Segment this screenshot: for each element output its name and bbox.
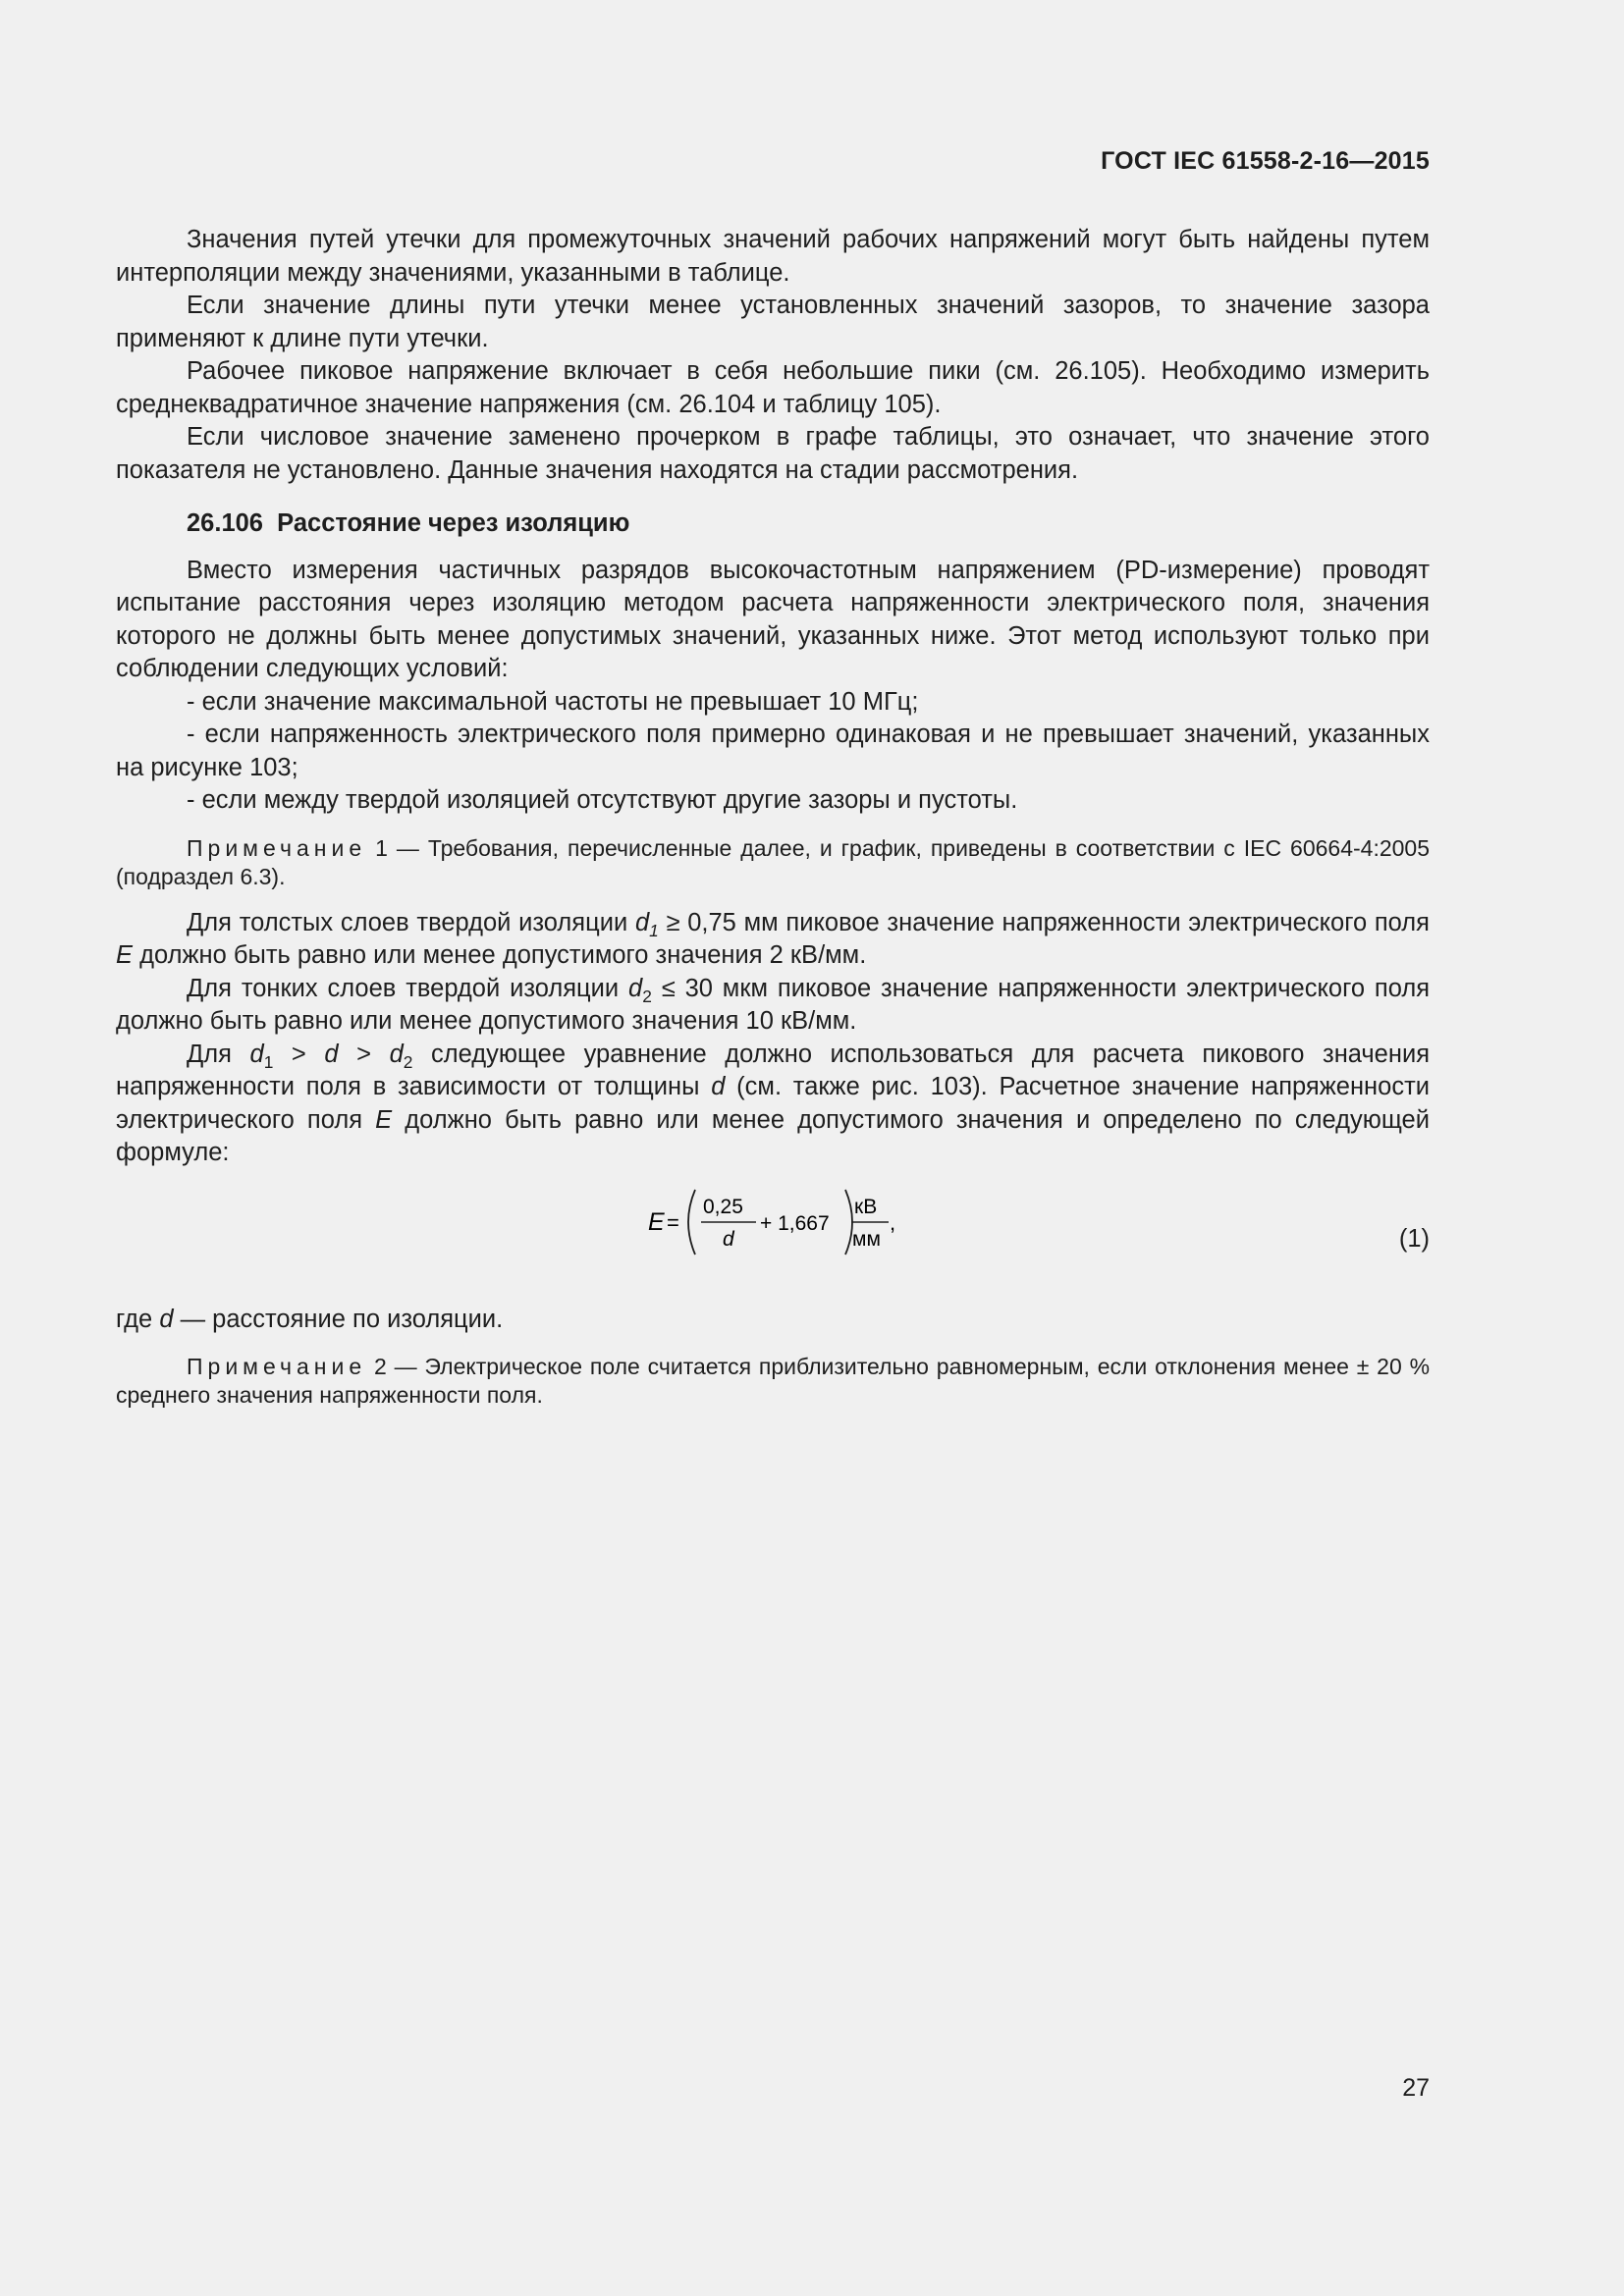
note-text: — Требования, перечисленные далее, и график, приведены в соответствии с IEC 60664-4:2005 (подраздел 6.3). (116, 834, 1431, 889)
note-1 (116, 834, 1430, 891)
list-item-condition-frequency: - если значение максимальной частоты не превышает 10 МГц; (187, 687, 919, 716)
text-run: должно быть равно или менее допустимого значения 2 кВ/мм. (133, 941, 867, 969)
paragraph-interpolation: Значения путей утечки для промежуточных значений рабочих напряжений могут быть найдены путем интерполяции между значениями, указанными в таблице. (116, 226, 1430, 287)
variable-d: d (249, 1040, 264, 1068)
paragraph-section-intro: Вместо измерения частичных разрядов высокочастотным напряжением (PD-измерение) проводят испытание расстояния через изоляцию методом расчета напряженности электрического поля, значения которого не должны быть менее допустимых значений, указанных ниже. Этот метод используют только при соблюдении следующих условий: (116, 556, 1430, 682)
variable-d: d (324, 1040, 339, 1068)
document-header: ГОСТ IEC 61558-2-16—2015 (1101, 147, 1430, 175)
subscript: 1 (649, 920, 659, 940)
text-run: > (338, 1040, 390, 1068)
formula-numerator: 0,25 (703, 1195, 743, 1218)
note-label: Примечание (187, 1354, 367, 1379)
variable-d: d (628, 974, 643, 1002)
variable-d: d (159, 1305, 174, 1333)
variable-d: d (711, 1073, 726, 1100)
subscript: 2 (403, 1051, 413, 1072)
variable-d: d (634, 908, 650, 936)
variable-e: E (375, 1105, 393, 1134)
text-run: Для толстых слоев твердой изоляции (187, 908, 635, 936)
formula-block (116, 1186, 1430, 1290)
section-number: 26.106 (187, 509, 263, 537)
text-run: — расстояние по изоляции. (173, 1305, 504, 1333)
note-label: Примечание (187, 834, 367, 861)
list-item-condition-field: - если напряженность электрического поля примерно одинаковая и не превышает значений, указанных на рисунке 103; (116, 721, 1430, 781)
note-2 (116, 1353, 1430, 1410)
formula-equals: = (667, 1209, 679, 1235)
left-paren-icon (688, 1190, 695, 1255)
subscript: 1 (263, 1051, 274, 1072)
subscript: 2 (642, 986, 652, 1006)
note-text: — Электрическое поле считается приблизительно равномерным, если отклонения менее ± 20 % среднего значения напряженности поля. (116, 1354, 1431, 1408)
section-title: Расстояние через изоляцию (277, 509, 630, 537)
text-run: ≤ 30 мкм пиковое значение напряженности электрического поля должно быть равно или менее допустимого значения 10 кВ/мм. (116, 974, 1431, 1035)
text-run: > (273, 1040, 325, 1068)
variable-e: E (116, 941, 134, 969)
text-run: где (116, 1305, 160, 1333)
formula-comma: , (890, 1209, 896, 1235)
page-number: 27 (1402, 2074, 1430, 2102)
paragraph-dash-meaning: Если числовое значение заменено прочерком в графе таблицы, это означает, что значение этого показателя не установлено. Данные значения находятся на стадии рассмотрения. (116, 423, 1430, 484)
section-heading (116, 507, 1430, 541)
list-item-condition-voids: - если между твердой изоляцией отсутствуют другие зазоры и пустоты. (187, 786, 1018, 814)
note-number: 1 (375, 834, 388, 861)
formula-denominator: d (723, 1227, 734, 1251)
paragraph-peak-voltage: Рабочее пиковое напряжение включает в себя небольшие пики (см. 26.105). Необходимо измерить среднеквадратичное значение напряжения (см. 26.104 и таблицу 105). (116, 357, 1430, 418)
right-paren-icon (845, 1190, 852, 1255)
text-run: Для (187, 1040, 250, 1068)
formula-plus-term: + 1,667 (760, 1211, 830, 1235)
formula-lhs: E (648, 1207, 665, 1236)
page-content (116, 224, 1430, 1425)
paragraph-creepage-clearance: Если значение длины пути утечки менее установленных значений зазоров, то значение зазора применяют к длине пути утечки. (116, 292, 1430, 352)
paragraph-thin-insulation (116, 973, 1430, 1039)
variable-d: d (389, 1040, 404, 1068)
text-run: следующее уравнение должно использоваться для расчета пикового значения напряженности поля в зависимости от толщины (116, 1040, 1431, 1100)
text-run: (см. также рис. 103). Расчетное значение напряженности электрического поля (116, 1073, 1430, 1134)
paragraph-thick-insulation (116, 907, 1430, 973)
unit-numerator: кВ (854, 1195, 878, 1218)
text-run: Для тонких слоев твердой изоляции (187, 974, 629, 1002)
unit-denominator: мм (852, 1227, 881, 1251)
paragraph-where (116, 1304, 1430, 1337)
text-run: должно быть равно или менее допустимого значения и определено по следующей формуле: (116, 1105, 1430, 1166)
note-number: 2 (373, 1354, 387, 1379)
equation-number: (1) (1398, 1224, 1430, 1253)
text-run: ≥ 0,75 мм пиковое значение напряженности электрического поля (658, 908, 1430, 936)
paragraph-formula-intro (116, 1039, 1430, 1170)
formula-graphic (648, 1186, 943, 1258)
